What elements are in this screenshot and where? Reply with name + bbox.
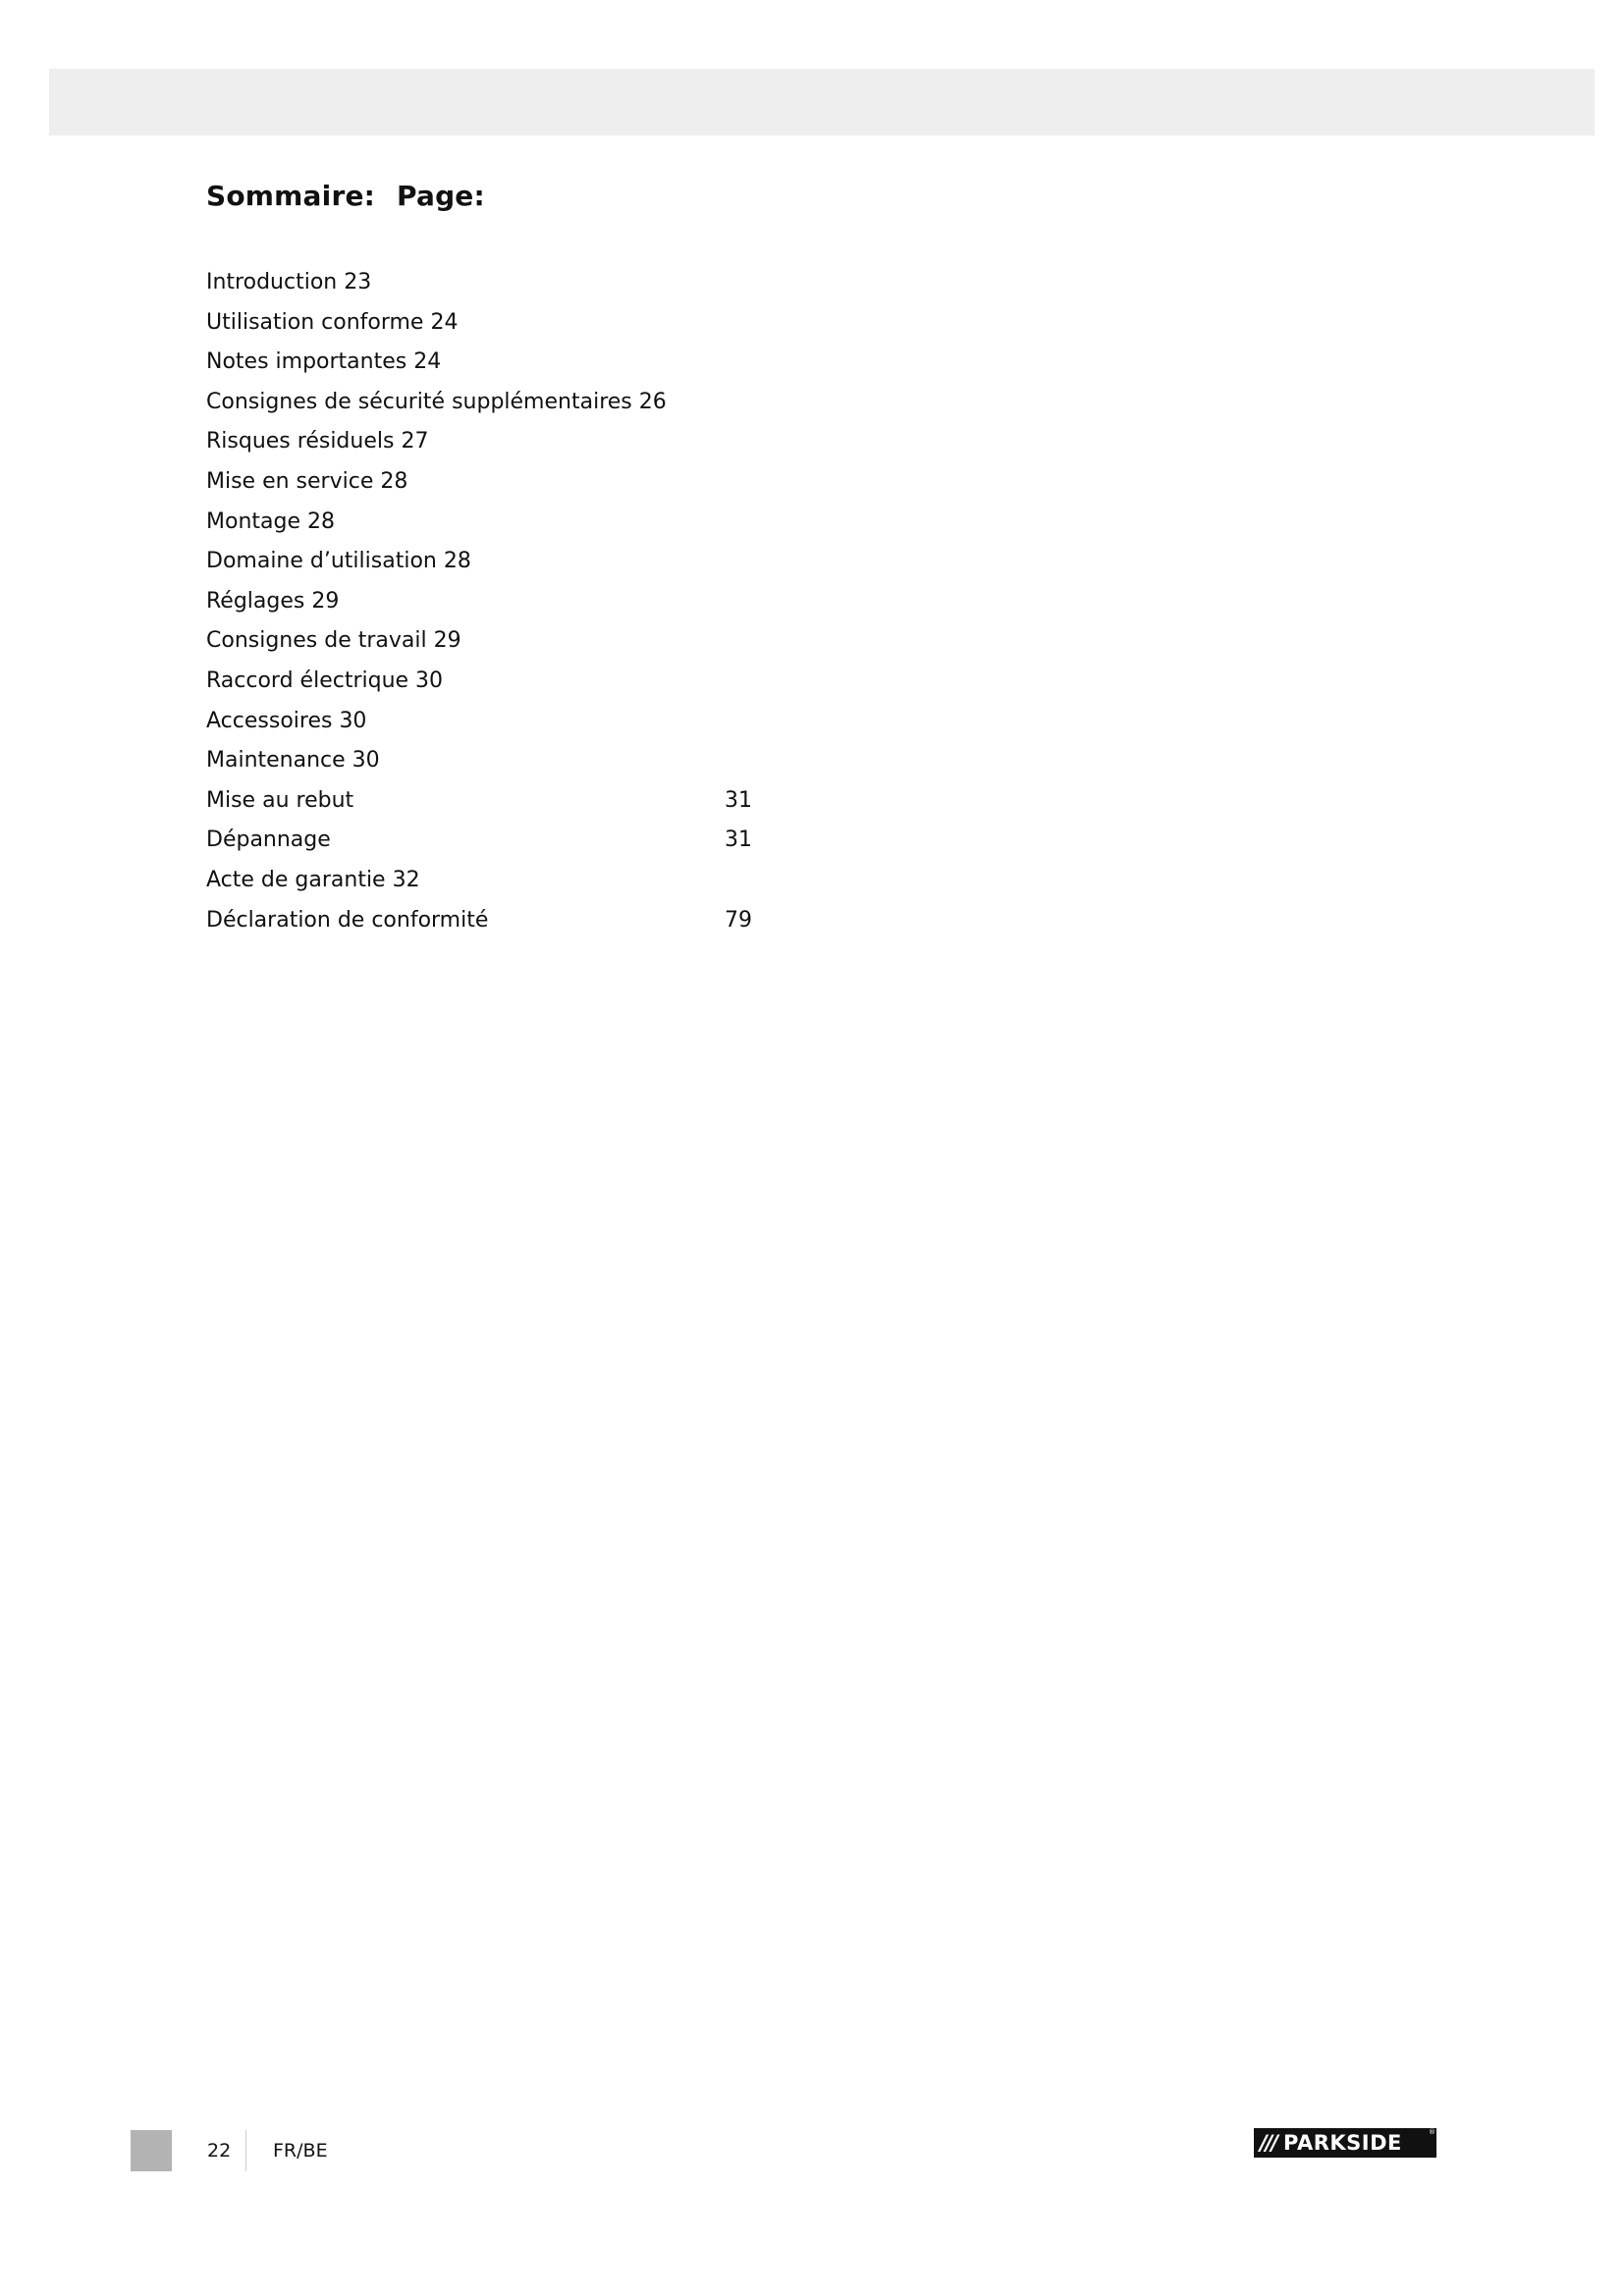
toc-entry-label: Accessoires 30 [206, 708, 367, 733]
toc-entry[interactable] [206, 821, 795, 861]
toc-entry-label: Introduction 23 [206, 270, 372, 294]
toc-entry-label: Réglages 29 [206, 588, 340, 614]
logo-brand: PARKSIDE [1283, 2131, 1402, 2155]
toc-entry-label: Dépannage [206, 828, 331, 853]
toc-entry-label: Notes importantes 24 [206, 349, 442, 375]
toc-entry[interactable] [206, 582, 795, 622]
toc-title-label: Sommaire: [206, 180, 376, 212]
toc-entry[interactable] [206, 383, 795, 423]
toc-entry-label: Mise en service 28 [206, 468, 408, 494]
toc-entry[interactable] [206, 861, 795, 901]
toc-entry[interactable] [206, 781, 795, 822]
toc-entry-label: Consignes de travail 29 [206, 628, 461, 654]
toc-entry-label: Utilisation conforme 24 [206, 309, 459, 335]
toc-list [206, 263, 795, 940]
toc-entry-label: Consignes de sécurité supplémentaires 26 [206, 389, 667, 414]
toc-entry-label: Risques résiduels 27 [206, 429, 429, 454]
toc-entry[interactable] [206, 462, 795, 503]
toc-entry[interactable] [206, 503, 795, 543]
toc-entry[interactable] [206, 343, 795, 383]
toc-entry-label: Montage 28 [206, 508, 335, 534]
parkside-logo [1254, 2128, 1436, 2158]
toc-entry-label: Raccord électrique 30 [206, 667, 444, 693]
toc-entry[interactable] [206, 621, 795, 662]
toc-entry[interactable] [206, 263, 795, 303]
logo-registered-mark: ® [1429, 2128, 1435, 2136]
toc-entry[interactable] [206, 303, 795, 344]
logo-slashes: /// [1260, 2131, 1277, 2155]
toc-title [206, 180, 485, 212]
header-band [49, 69, 1595, 135]
toc-entry-label: Maintenance 30 [206, 748, 380, 774]
page-number: 22 [207, 2140, 232, 2162]
footer-marker [131, 2130, 172, 2171]
toc-entry-label: Mise au rebut [206, 787, 354, 813]
toc-entry[interactable] [206, 422, 795, 462]
footer-divider [245, 2130, 246, 2171]
toc-entry-page: 79 [725, 907, 752, 933]
toc-entry-page: 31 [725, 828, 752, 853]
language-code: FR/BE [273, 2140, 328, 2162]
toc-entry[interactable] [206, 901, 795, 941]
toc-entry[interactable] [206, 662, 795, 702]
toc-entry-label: Déclaration de conformité [206, 907, 489, 933]
toc-entry[interactable] [206, 741, 795, 781]
toc-entry[interactable] [206, 542, 795, 582]
toc-page-heading: Page: [397, 180, 485, 212]
toc-entry-label: Domaine d’utilisation 28 [206, 549, 471, 574]
toc-entry-page: 31 [725, 787, 752, 813]
toc-entry[interactable] [206, 702, 795, 742]
toc-entry-label: Acte de garantie 32 [206, 867, 420, 892]
